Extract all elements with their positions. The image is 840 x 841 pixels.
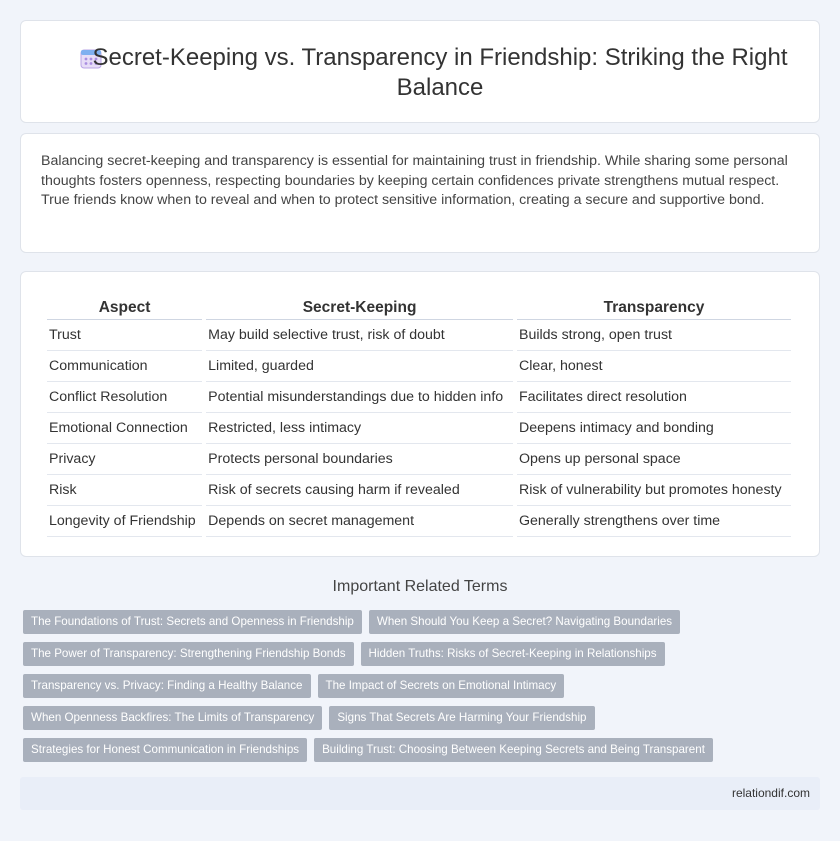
related-term-link[interactable]: The Impact of Secrets on Emotional Intimacy — [318, 674, 565, 698]
table-cell: Clear, honest — [517, 351, 791, 382]
comparison-card — [20, 271, 820, 557]
intro-card — [20, 133, 820, 253]
tag-row — [23, 706, 783, 730]
table-cell: Privacy — [47, 444, 202, 475]
tag-row — [23, 642, 783, 666]
comparison-table — [43, 296, 795, 537]
table-cell: May build selective trust, risk of doubt — [206, 320, 513, 351]
column-header-secret-keeping: Secret-Keeping — [206, 296, 513, 320]
table-cell: Risk — [47, 475, 202, 506]
table-header-row — [47, 296, 791, 320]
table-row — [47, 475, 791, 506]
related-term-link[interactable]: Strategies for Honest Communication in Friendships — [23, 738, 307, 762]
related-terms-list — [23, 610, 783, 770]
table-cell: Potential misunderstandings due to hidden info — [206, 382, 513, 413]
header-card — [20, 20, 820, 123]
related-terms-title: Important Related Terms — [332, 578, 508, 595]
page-title: Secret-Keeping vs. Transparency in Friendship: Striking the Right Balance — [92, 44, 788, 101]
table-cell: Longevity of Friendship — [47, 506, 202, 537]
related-term-link[interactable]: Building Trust: Choosing Between Keeping Secrets and Being Transparent — [314, 738, 713, 762]
table-cell: Trust — [47, 320, 202, 351]
table-row — [47, 320, 791, 351]
table-row — [47, 506, 791, 537]
tag-row — [23, 738, 783, 762]
footer — [20, 777, 820, 810]
table-cell: Restricted, less intimacy — [206, 413, 513, 444]
intro-text: Balancing secret-keeping and transparency is essential for maintaining trust in friendship. While sharing some personal thoughts fosters openness, respecting boundaries by keeping certain confidences private strengthens mutual respect. True friends know when to reveal and when to protect sensitive information, creating a secure and supportive bond. — [41, 153, 788, 208]
table-cell: Risk of vulnerability but promotes honesty — [517, 475, 791, 506]
related-term-link[interactable]: Signs That Secrets Are Harming Your Friendship — [329, 706, 594, 730]
tag-row — [23, 674, 783, 698]
table-row — [47, 382, 791, 413]
related-term-link[interactable]: The Foundations of Trust: Secrets and Openness in Friendship — [23, 610, 362, 634]
related-term-link[interactable]: The Power of Transparency: Strengthening Friendship Bonds — [23, 642, 354, 666]
table-cell: Deepens intimacy and bonding — [517, 413, 791, 444]
table-row — [47, 413, 791, 444]
related-term-link[interactable]: When Openness Backfires: The Limits of Transparency — [23, 706, 322, 730]
table-cell: Generally strengthens over time — [517, 506, 791, 537]
table-cell: Conflict Resolution — [47, 382, 202, 413]
table-cell: Risk of secrets causing harm if revealed — [206, 475, 513, 506]
table-cell: Limited, guarded — [206, 351, 513, 382]
column-header-transparency: Transparency — [517, 296, 791, 320]
table-row — [47, 351, 791, 382]
table-cell: Communication — [47, 351, 202, 382]
tag-row — [23, 610, 783, 634]
table-cell: Protects personal boundaries — [206, 444, 513, 475]
table-cell: Opens up personal space — [517, 444, 791, 475]
table-cell: Builds strong, open trust — [517, 320, 791, 351]
related-term-link[interactable]: Transparency vs. Privacy: Finding a Healthy Balance — [23, 674, 311, 698]
site-name: relationdif.com — [731, 786, 810, 800]
table-row — [47, 444, 791, 475]
table-cell: Depends on secret management — [206, 506, 513, 537]
table-cell: Emotional Connection — [47, 413, 202, 444]
related-term-link[interactable]: When Should You Keep a Secret? Navigating Boundaries — [369, 610, 680, 634]
related-term-link[interactable]: Hidden Truths: Risks of Secret-Keeping in Relationships — [361, 642, 665, 666]
table-cell: Facilitates direct resolution — [517, 382, 791, 413]
column-header-aspect: Aspect — [47, 296, 202, 320]
